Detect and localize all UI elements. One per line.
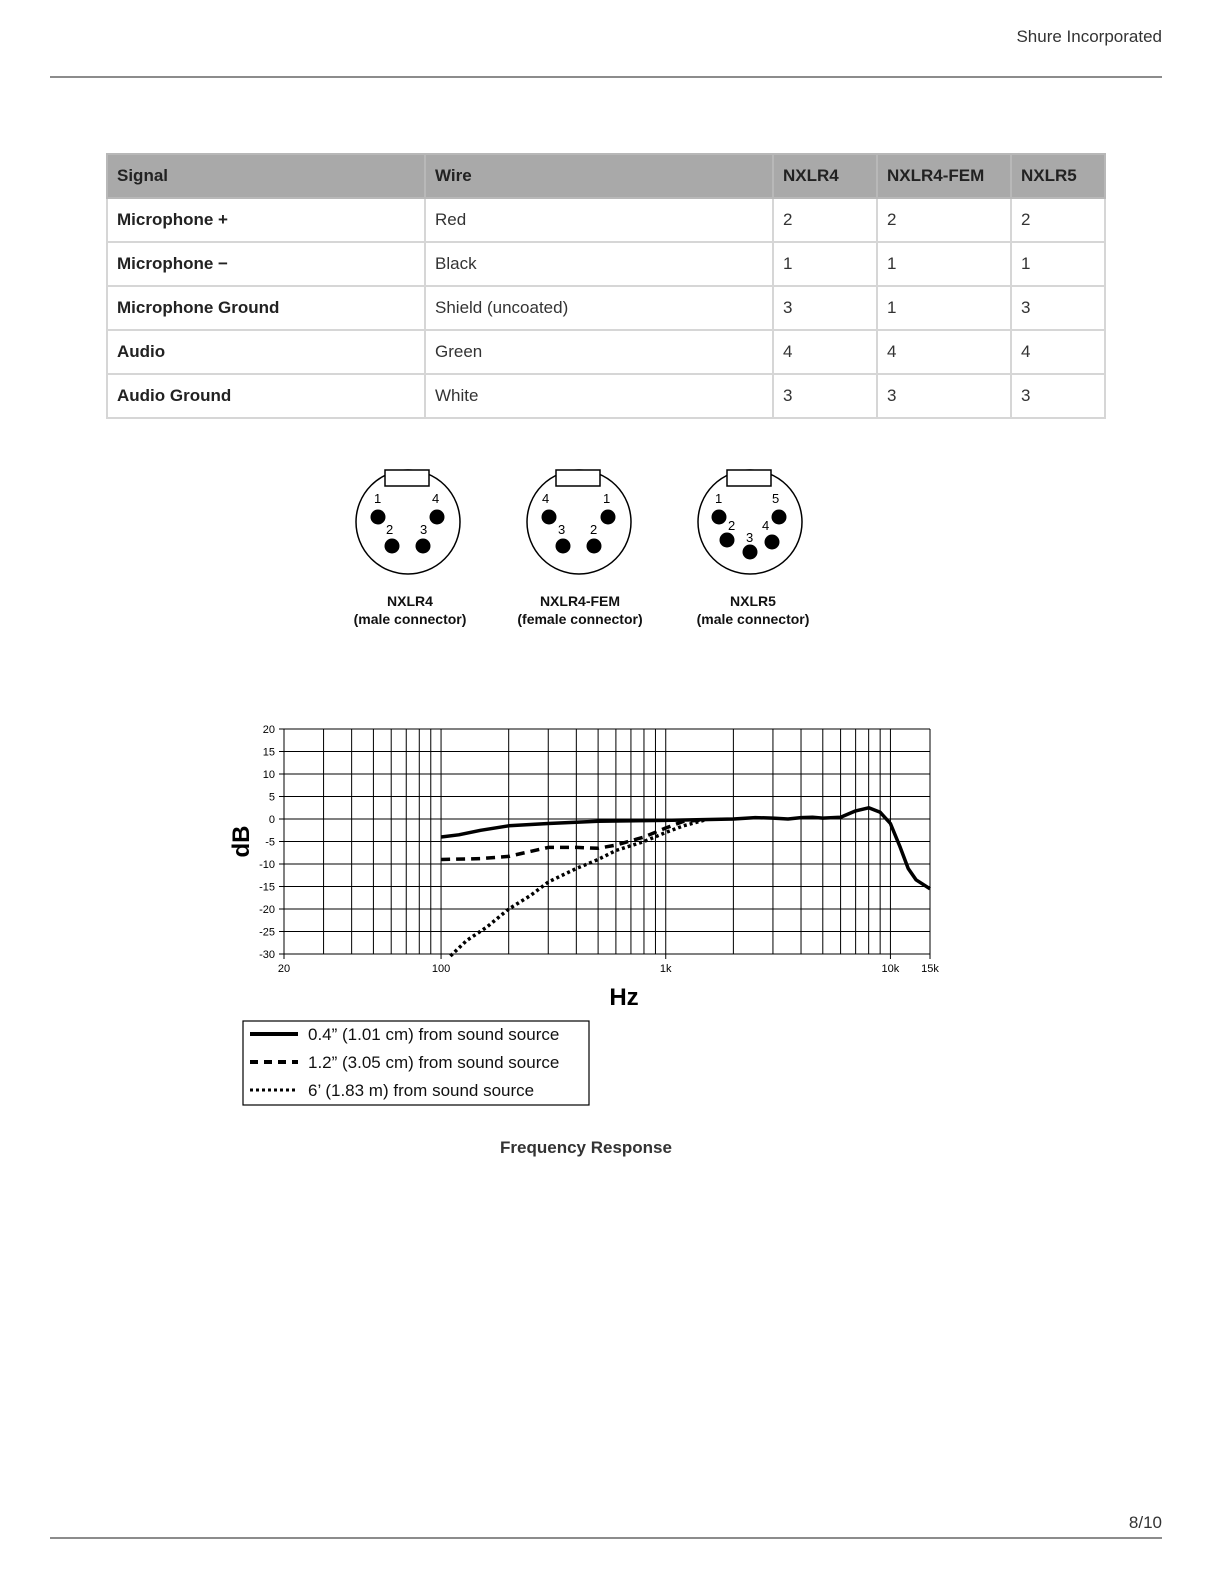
header-company: Shure Incorporated [1016, 27, 1162, 46]
cell-signal: Microphone − [107, 242, 425, 286]
col-header-signal: Signal [107, 154, 425, 198]
series-line-solid [441, 808, 930, 889]
y-tick-label: -5 [265, 836, 275, 849]
y-tick-label: -15 [259, 881, 275, 894]
connector-label-nxlr4 [340, 592, 480, 628]
pin-label: 2 [728, 518, 736, 533]
connector-nxlr5 [698, 470, 802, 574]
y-tick-label: -10 [259, 859, 275, 871]
y-tick-label: 20 [262, 724, 275, 736]
cell-nxlr5: 4 [1011, 330, 1105, 374]
frequency-response-chart [220, 715, 960, 1115]
pin-dot [385, 539, 400, 554]
pin-dot [601, 510, 616, 525]
y-tick-label: -30 [259, 949, 275, 961]
x-tick-label: 1k [659, 963, 672, 975]
col-header-nxlr5: NXLR5 [1011, 154, 1105, 198]
pin-label: 4 [542, 491, 550, 506]
pin-dot [772, 510, 787, 525]
cell-nxlr4: 3 [773, 374, 877, 418]
pin-dot [371, 510, 386, 525]
connector-nxlr4 [356, 470, 460, 574]
connector-pinout-svg [330, 462, 850, 592]
footer-rule [50, 1537, 1162, 1539]
legend-entry: 1.2” (3.05 cm) from sound source [308, 1053, 560, 1072]
y-tick-label: 5 [268, 791, 275, 804]
pin-dot [416, 539, 431, 554]
connector-name: NXLR4-FEM [539, 593, 621, 609]
connector-type: (male connector) [696, 611, 810, 627]
pin-label: 3 [420, 522, 428, 537]
legend-entry: 6’ (1.83 m) from sound source [308, 1081, 535, 1100]
cell-nxlr5: 3 [1011, 286, 1105, 330]
pin-dot [720, 533, 735, 548]
page-number: 8/10 [1128, 1513, 1162, 1532]
y-tick-label: -20 [259, 904, 275, 916]
legend-entry: 0.4” (1.01 cm) from sound source [308, 1025, 560, 1044]
pin-dot [587, 539, 602, 554]
pin-dot [542, 510, 557, 525]
pin-label: 4 [432, 491, 440, 506]
col-header-nxlr4: NXLR4 [773, 154, 877, 198]
connector-diagrams [330, 462, 850, 642]
connector-nxlr4-fem [527, 470, 631, 574]
pin-dot [430, 510, 445, 525]
x-tick-label: 15k [921, 963, 939, 975]
y-tick-label: 10 [262, 769, 275, 781]
connector-label-nxlr5 [683, 592, 823, 628]
cell-signal: Microphone Ground [107, 286, 425, 330]
pin-label: 3 [746, 530, 754, 545]
connector-name: NXLR5 [730, 593, 776, 609]
series-line-dotted [450, 820, 705, 956]
cell-wire: Green [425, 330, 773, 374]
cell-wire: Black [425, 242, 773, 286]
cell-nxlr4: 3 [773, 286, 877, 330]
y-tick-label: -25 [259, 926, 275, 939]
cell-wire: Red [425, 198, 773, 242]
cell-nxlr5: 3 [1011, 374, 1105, 418]
y-tick-label: 0 [268, 814, 275, 826]
cell-signal: Microphone + [107, 198, 425, 242]
table-row [107, 198, 1105, 242]
x-axis-label: Hz [609, 984, 639, 1011]
cell-wire: Shield (uncoated) [425, 286, 773, 330]
pin-label: 1 [715, 491, 723, 506]
connector-name: NXLR4 [387, 593, 433, 609]
y-tick-label: 15 [262, 746, 275, 759]
col-header-wire: Wire [425, 154, 773, 198]
table-row [107, 330, 1105, 374]
wiring-table [106, 153, 1106, 419]
pin-label: 1 [603, 491, 611, 506]
x-tick-label: 10k [881, 963, 900, 975]
table-row [107, 242, 1105, 286]
pin-label: 1 [374, 491, 382, 506]
x-tick-label: 100 [431, 963, 451, 975]
pin-dot [743, 545, 758, 560]
pin-label: 4 [762, 518, 770, 533]
cell-nxlr4-fem: 1 [877, 242, 1011, 286]
cell-signal: Audio [107, 330, 425, 374]
connector-type: (male connector) [353, 611, 467, 627]
pin-label: 2 [386, 522, 394, 537]
table-row [107, 286, 1105, 330]
cell-signal: Audio Ground [107, 374, 425, 418]
pin-label: 2 [590, 522, 598, 537]
col-header-nxlr4-fem: NXLR4-FEM [877, 154, 1011, 198]
chart-caption: Frequency Response [500, 1138, 672, 1157]
table-row [107, 374, 1105, 418]
chart-svg [220, 715, 960, 1115]
cell-nxlr4-fem: 4 [877, 330, 1011, 374]
connector-type: (female connector) [517, 611, 643, 627]
cell-nxlr4-fem: 3 [877, 374, 1011, 418]
y-axis-label: dB [228, 825, 255, 858]
pin-label: 5 [772, 491, 780, 506]
pin-label: 3 [558, 522, 566, 537]
cell-nxlr4: 4 [773, 330, 877, 374]
cell-nxlr4: 1 [773, 242, 877, 286]
pin-dot [765, 535, 780, 550]
connector-label-nxlr4-fem [505, 592, 655, 628]
cell-nxlr4-fem: 1 [877, 286, 1011, 330]
cell-wire: White [425, 374, 773, 418]
cell-nxlr4: 2 [773, 198, 877, 242]
cell-nxlr5: 1 [1011, 242, 1105, 286]
pin-dot [712, 510, 727, 525]
pin-dot [556, 539, 571, 554]
cell-nxlr5: 2 [1011, 198, 1105, 242]
header-rule [50, 76, 1162, 78]
cell-nxlr4-fem: 2 [877, 198, 1011, 242]
table-header-row [107, 154, 1105, 198]
x-tick-label: 20 [277, 963, 291, 975]
